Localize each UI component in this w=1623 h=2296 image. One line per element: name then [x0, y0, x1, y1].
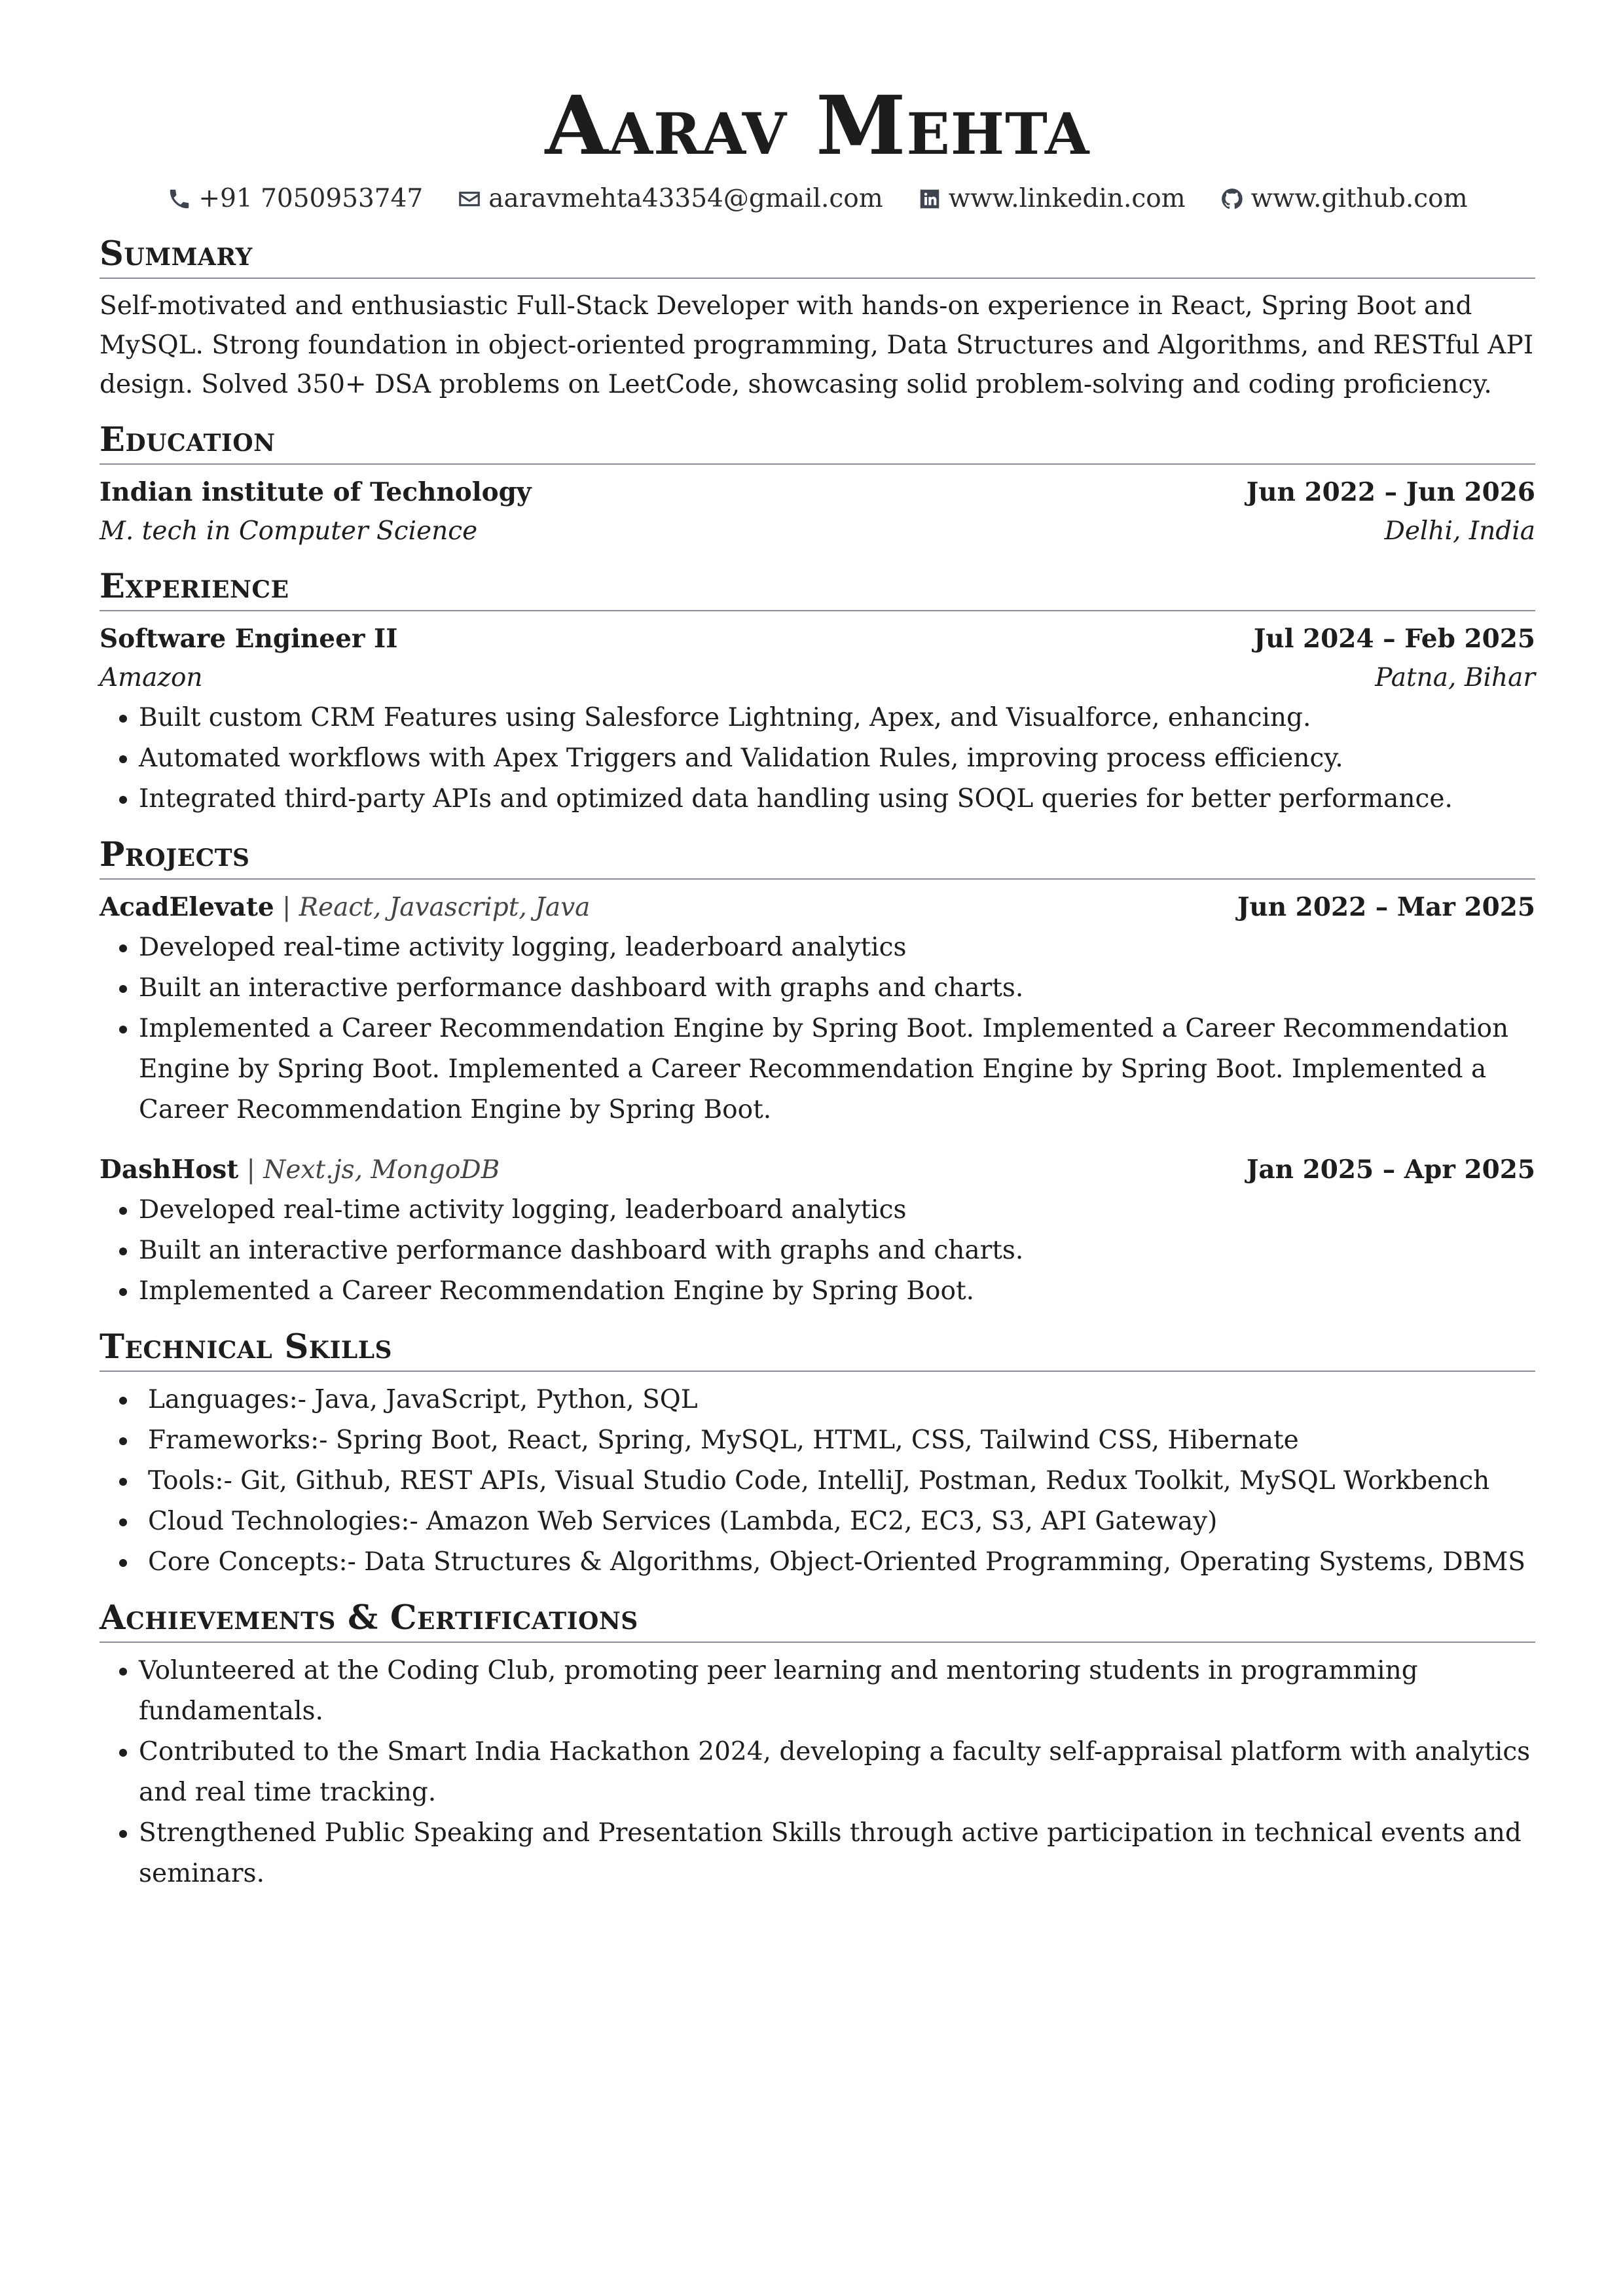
- contact-bar: [100, 179, 1535, 219]
- education-dates: Jun 2022 – Jun 2026: [1246, 477, 1535, 507]
- project-dashhost: [100, 1150, 1535, 1312]
- project-tech: React, Javascript, Java: [299, 893, 591, 922]
- linkedin-text: www.linkedin.com: [948, 184, 1186, 213]
- list-item: • Contributed to the Smart India Hackathon 2024, developing a faculty self-appraisal platform with analytics and real time tracking.: [139, 1732, 1535, 1813]
- contact-phone[interactable]: [167, 179, 423, 219]
- education-row-1: [100, 473, 1535, 512]
- list-item: • Built an interactive performance dashboard with graphs and charts.: [139, 1230, 1535, 1271]
- projects-section: [100, 831, 1535, 1312]
- github-text: www.github.com: [1250, 184, 1468, 213]
- education-section: [100, 416, 1535, 551]
- list-item: • Built an interactive performance dashboard with graphs and charts.: [139, 968, 1535, 1009]
- section-title-skills: Technical Skills: [100, 1323, 1535, 1372]
- experience-bullets: [100, 698, 1535, 819]
- list-item: • Tools:- Git, Github, REST APIs, Visual Studio Code, IntelliJ, Postman, Redux Toolkit, MySQL Workbench: [139, 1461, 1535, 1501]
- education-row-2: [100, 512, 1535, 551]
- summary-text: Self-motivated and enthusiastic Full-Stack Developer with hands-on experience in React, Spring Boot and MySQL. Strong foundation in object-oriented programming, Data Structures and Algorithms, and RESTful API design. Solved 350+ DSA problems on LeetCode, showcasing solid problem-solving and coding proficiency.: [100, 291, 1534, 399]
- section-title-education: Education: [100, 416, 1535, 465]
- envelope-icon: [457, 187, 482, 211]
- list-item: • Cloud Technologies:- Amazon Web Services (Lambda, EC2, EC3, S3, API Gateway): [139, 1501, 1535, 1542]
- list-item: • Strengthened Public Speaking and Presentation Skills through active participation in technical events and seminars.: [139, 1813, 1535, 1894]
- skills-section: [100, 1323, 1535, 1583]
- experience-company: Amazon: [100, 663, 203, 692]
- contact-email[interactable]: [457, 179, 883, 219]
- section-title-summary: Summary: [100, 230, 1535, 279]
- list-item: • Developed real-time activity logging, leaderboard analytics: [139, 927, 1535, 968]
- list-item: • Implemented a Career Recommendation Engine by Spring Boot.: [139, 1271, 1535, 1312]
- project-bullets: [100, 1190, 1535, 1312]
- project-dates: Jun 2022 – Mar 2025: [1237, 892, 1535, 922]
- project-bullets: [100, 927, 1535, 1130]
- project-title-line: [100, 1150, 500, 1190]
- education-institution: Indian institute of Technology: [100, 477, 532, 507]
- section-title-projects: Projects: [100, 831, 1535, 880]
- list-item: • Integrated third-party APIs and optimized data handling using SOQL queries for better performance.: [139, 779, 1535, 819]
- contact-github[interactable]: [1220, 179, 1468, 219]
- project-dates: Jan 2025 – Apr 2025: [1246, 1155, 1535, 1185]
- section-title-achievements: Achievements & Certifications: [100, 1594, 1535, 1643]
- achievements-section: [100, 1594, 1535, 1894]
- project-title-line: [100, 888, 590, 927]
- education-location: Delhi, India: [1384, 516, 1535, 546]
- email-text: aaravmehta43354@gmail.com: [488, 184, 883, 213]
- experience-row-2: [100, 658, 1535, 698]
- project-acadelevate: [100, 888, 1535, 1130]
- project-tech: Next.js, MongoDB: [263, 1155, 500, 1185]
- skills-list: [100, 1380, 1535, 1583]
- experience-section: [100, 563, 1535, 819]
- list-item: • Core Concepts:- Data Structures & Algorithms, Object-Oriented Programming, Operating Systems, DBMS: [139, 1542, 1535, 1583]
- linkedin-icon: [917, 187, 942, 211]
- phone-icon: [167, 187, 192, 211]
- project-name: AcadElevate: [100, 892, 274, 922]
- experience-row-1: [100, 619, 1535, 658]
- list-item: • Built custom CRM Features using Salesforce Lightning, Apex, and Visualforce, enhancing.: [139, 698, 1535, 738]
- list-item: • Frameworks:- Spring Boot, React, Spring, MySQL, HTML, CSS, Tailwind CSS, Hibernate: [139, 1420, 1535, 1461]
- project-name: DashHost: [100, 1155, 239, 1185]
- experience-role: Software Engineer II: [100, 624, 398, 654]
- summary-section: [100, 230, 1535, 404]
- list-item: • Implemented a Career Recommendation Engine by Spring Boot. Implemented a Career Recommendation Engine by Spring Boot. Implemented a Career Recommendation Engine by Spring Boot. Implemented a Career Recommendation Engine by Spring Boot.: [139, 1009, 1535, 1130]
- phone-text: +91 7050953747: [198, 184, 424, 213]
- project-header: [100, 888, 1535, 927]
- candidate-name: Aarav Mehta: [545, 79, 1090, 173]
- list-item: • Languages:- Java, JavaScript, Python, SQL: [139, 1380, 1535, 1420]
- education-degree: M. tech in Computer Science: [100, 516, 478, 546]
- list-item: • Developed real-time activity logging, leaderboard analytics: [139, 1190, 1535, 1230]
- project-separator: |: [282, 893, 291, 922]
- list-item: • Volunteered at the Coding Club, promoting peer learning and mentoring students in programming fundamentals.: [139, 1651, 1535, 1732]
- github-icon: [1220, 187, 1245, 211]
- list-item: • Automated workflows with Apex Triggers and Validation Rules, improving process efficiency.: [139, 738, 1535, 779]
- achievements-list: [100, 1651, 1535, 1894]
- project-header: [100, 1150, 1535, 1190]
- experience-location: Patna, Bihar: [1375, 663, 1535, 692]
- experience-dates: Jul 2024 – Feb 2025: [1253, 624, 1535, 654]
- project-separator: |: [246, 1155, 255, 1185]
- contact-linkedin[interactable]: [917, 179, 1186, 219]
- section-title-experience: Experience: [100, 563, 1535, 611]
